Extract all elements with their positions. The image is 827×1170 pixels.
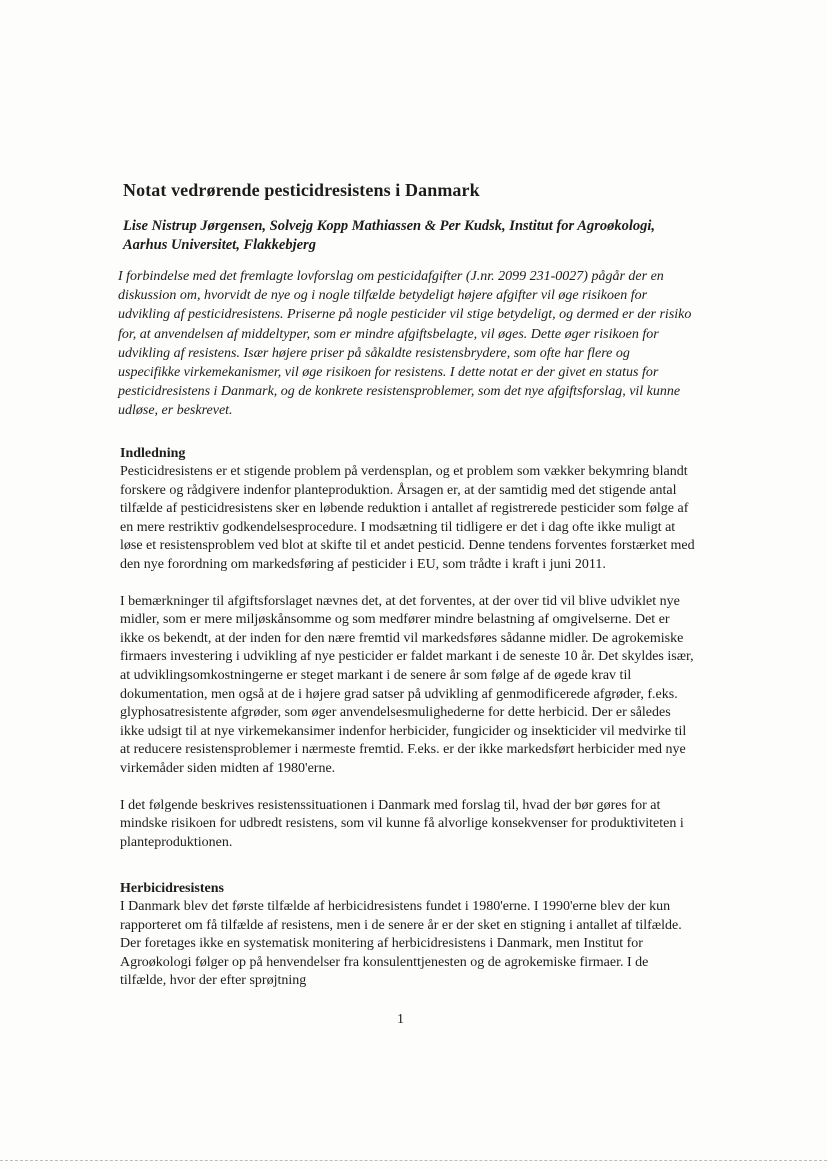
section-indledning <box>120 445 695 852</box>
section-heading: Herbicidresistens <box>120 881 224 896</box>
footer-divider <box>0 1160 827 1161</box>
document-title: Notat vedrørende pesticidresistens i Danmark <box>123 180 480 200</box>
paragraph: I det følgende beskrives resistenssituationen i Danmark med forslag til, hvad der bør gøres for at mindske risikoen for udbredt resistens, som vil kunne få alvorlige konsekvenser for produktiviteten i planteproduktionen. <box>120 797 684 850</box>
section-herbicidresistens <box>120 880 695 991</box>
paragraph: I bemærkninger til afgiftsforslaget nævnes det, at det forventes, at der over tid vil blive udviklet nye midler, som er mere miljøskånsomme og som medfører mindre belastning af omgivelserne. Det er ikke os bekendt, at der inden for den nære fremtid vil markedsføres sådanne midler. De agrokemiske firmaers investering i udvikling af nye pesticider er faldet markant i de seneste 10 år. Det skyldes især, at udviklingsomkostningerne er steget markant i de senere år som følge af de øgede krav til dokumentation, men også at de i højere grad satser på udvikling af genmodificerede afgrøder, f.eks. glyphosatresistente afgrøder, som øger anvendelsesmulighederne for dette herbicid. Der er således ikke udsigt til at nye virkemekansimer indenfor herbicider, fungicider og insekticider vil medvirke til at reducere resistensproblemer i nærmeste fremtid. F.eks. er der ikke markedsført herbicider med nye virkemåder siden midten af 1980'erne. <box>120 593 694 776</box>
paragraph: Pesticidresistens er et stigende problem på verdensplan, og et problem som vækker bekymring blandt forskere og rådgivere indenfor planteproduktion. Årsagen er, at der samtidig med det stigende antal tilfælde af pesticidresistens sker en løbende reduktion i antallet af registrerede pesticider som følge af en mere restriktiv godkendelsesprocedure. I modsætning til tidligere er det i dag ofte ikke muligt at løse et resistensproblem ved blot at skifte til et andet pesticid. Denne tendens forventes forstærket med den nye forordning om markedsføring af pesticider i EU, som trådte i kraft i juni 2011. <box>120 464 695 572</box>
author-line: Lise Nistrup Jørgensen, Solvejg Kopp Mathiassen & Per Kudsk, Institut for Agroøkologi, Aarhus Universitet, Flakkebjerg <box>123 218 656 253</box>
page-number: 1 <box>397 1012 404 1027</box>
section-heading: Indledning <box>120 446 186 461</box>
abstract: I forbindelse med det fremlagte lovforslag om pesticidafgifter (J.nr. 2099 231-0027) pågår der en diskussion om, hvorvidt de nye og i nogle tilfælde betydeligt højere afgifter vil øge risikoen for udvikling af pesticidresistens. Priserne på nogle pesticider vil stige betydeligt, og dermed er der risiko for, at anvendelsen af middeltyper, som er mindre afgiftsbelagte, vil øges. Dette øger risikoen for udvikling af resistens. Især højere priser på såkaldte resistensbrydere, som ofte har flere og uspecifikke virkemekanismer, vil øge risikoen for resistens. I dette notat er der givet en status for pesticidresistens i Danmark, og de konkrete resistensproblemer, som det nye afgiftsforslag, vil kunne udløse, er beskrevet. <box>118 269 692 419</box>
paragraph: I Danmark blev det første tilfælde af herbicidresistens fundet i 1980'erne. I 1990'erne blev der kun rapporteret om få tilfælde af resistens, men i de senere år er der sket en stigning i antallet af tilfælde. Der foretages ikke en systematisk monitering af herbicidresistens i Danmark, men Institut for Agroøkologi følger op på henvendelser fra konsulenttjenesten og de agrokemiske firmaer. I de tilfælde, hvor der efter sprøjtning <box>120 899 682 989</box>
